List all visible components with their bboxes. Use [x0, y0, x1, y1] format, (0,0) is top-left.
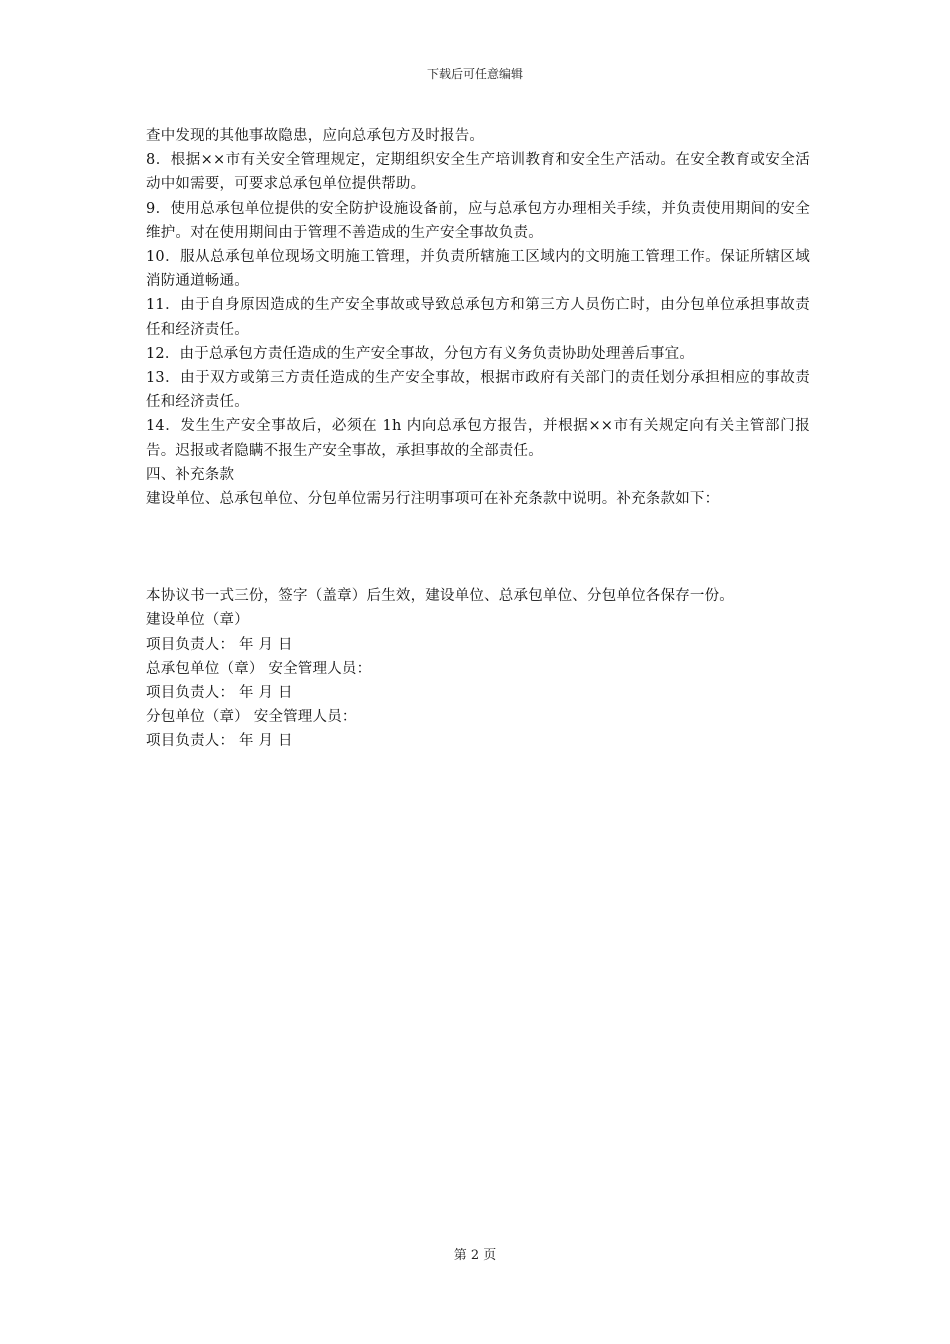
paragraph: 12．由于总承包方责任造成的生产安全事故，分包方有义务负责协助处理善后事宜。 — [146, 345, 695, 362]
signature-line: 总承包单位（章） 安全管理人员： — [146, 660, 372, 677]
signature-line: 分包单位（章） 安全管理人员： — [146, 709, 357, 726]
page-number: 第 2 页 — [453, 1248, 497, 1263]
closing-line: 本协议书一式三份，签字（盖章）后生效，建设单位、总承包单位、分包单位各保存一份。 — [146, 588, 734, 605]
paragraph: 14．发生生产安全事故后，必须在 1h 内向总承包方报告，并根据××市有关规定向有关主管部门报告。迟报或者隐瞒不报生产安全事故，承担事故的全部责任。 — [146, 418, 810, 459]
section-heading: 四、补充条款 — [146, 466, 235, 483]
page-header: 下载后可任意编辑 — [426, 67, 523, 81]
paragraph: 11．由于自身原因造成的生产安全事故或导致总承包方和第三方人员伤亡时，由分包单位承担事故责任和经济责任。 — [146, 297, 810, 338]
paragraph: 10．服从总承包单位现场文明施工管理，并负责所辖施工区域内的文明施工管理工作。保证所辖区域消防通道畅通。 — [146, 249, 810, 290]
paragraph: 查中发现的其他事故隐患，应向总承包方及时报告。 — [146, 128, 485, 144]
paragraph: 8．根据××市有关安全管理规定，定期组织安全生产培训教育和安全生产活动。在安全教育或安全活动中如需要，可要求总承包单位提供帮助。 — [146, 152, 810, 193]
blank-space — [146, 511, 810, 584]
paragraph: 13．由于双方或第三方责任造成的生产安全事故，根据市政府有关部门的责任划分承担相应的事故责任和经济责任。 — [146, 370, 810, 411]
paragraph: 建设单位、总承包单位、分包单位需另行注明事项可在补充条款中说明。补充条款如下： — [146, 491, 720, 508]
paragraph: 9．使用总承包单位提供的安全防护设施设备前，应与总承包方办理相关手续，并负责使用期间的安全维护。对在使用期间由于管理不善造成的生产安全事故负责。 — [146, 200, 810, 241]
signature-line: 项目负责人： 年 月 日 — [146, 733, 293, 750]
signature-line: 建设单位（章） — [146, 612, 249, 629]
signature-line: 项目负责人： 年 月 日 — [146, 685, 293, 702]
document-body — [146, 124, 810, 754]
signature-line: 项目负责人： 年 月 日 — [146, 636, 293, 653]
